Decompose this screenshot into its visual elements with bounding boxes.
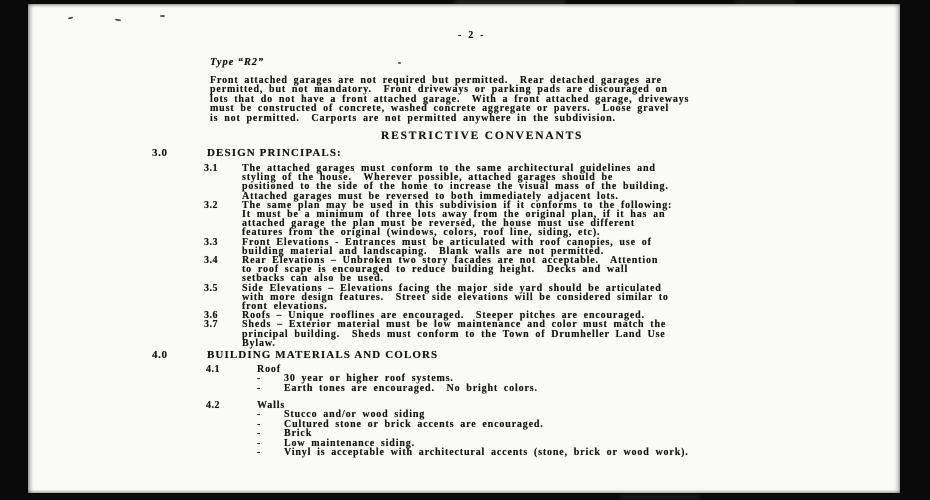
section-3-items (204, 164, 672, 348)
bullet-text: Earth tones are encouraged. No bright colors. (284, 382, 538, 394)
item-line: Attached garages must be reversed to both immediately adjacent lots. (242, 190, 619, 202)
item-line: styling of the house. Wherever possible, attached garages should be (242, 172, 614, 184)
subsection-number: 4.1 (206, 364, 220, 375)
bullet-text: Cultured stone or brick accents are encouraged. (284, 418, 544, 430)
item-line: Bylaw. (242, 337, 276, 349)
item-line: to roof scape is encouraged to reduce building height. Decks and wall (242, 264, 629, 276)
item-line: front elevations. (242, 301, 328, 313)
intro-line: is not permitted. Carports are not permitted anywhere in the subdivision. (210, 112, 616, 124)
document-page (28, 4, 900, 493)
subsection-content (257, 365, 538, 393)
item-line: The same plan may be used in this subdivision if it conforms to the following: (242, 199, 673, 211)
item-line: Front Elevations - Entrances must be articulated with roof canopies, use of (242, 236, 652, 248)
scan-smudge (620, 495, 700, 500)
subsection-content (257, 401, 689, 457)
bullet-dash: - (257, 373, 261, 385)
item-line: The attached garages must conform to the same architectural guidelines and (242, 163, 656, 174)
intro-line: Front attached garages are not required but permitted. Rear detached garages are (210, 75, 662, 86)
item-line: Side Elevations – Elevations facing the major side yard should be articulated (242, 282, 662, 294)
item-text (242, 256, 658, 284)
item-line: positioned to the side of the home to increase the visual mass of the building. (242, 181, 669, 193)
item-number: 3.2 (204, 199, 218, 211)
item-number: 3.3 (204, 236, 218, 248)
item-line: Rear Elevations – Unbroken two story facades are not acceptable. Attention (242, 255, 659, 267)
bullet-text: Brick (284, 428, 313, 440)
covenant-item (204, 164, 672, 201)
bullet-dash: - (257, 418, 261, 430)
section-number: 3.0 (152, 147, 168, 159)
bullet-dash: - (257, 447, 261, 459)
bullet-item (257, 420, 689, 429)
item-line: Sheds – Exterior material must be low maintenance and color must match the (242, 319, 667, 331)
subsection-roof (206, 365, 538, 393)
bullet-text: Stucco and/or wood siding (284, 409, 426, 421)
item-text (242, 284, 669, 312)
bullet-dash: - (257, 428, 261, 440)
item-number: 3.4 (204, 255, 218, 267)
section-title: DESIGN PRINCIPALS: (207, 147, 342, 159)
covenant-item (204, 320, 672, 348)
item-line: attached garage the plan must be reversed, the house must use different (242, 218, 636, 230)
item-text (242, 238, 652, 256)
item-text (242, 320, 666, 348)
bullet-text: Vinyl is acceptable with architectural accents (stone, brick or wood work). (284, 447, 689, 459)
item-number: 3.1 (204, 163, 218, 174)
item-line: setbacks can also be used. (242, 273, 384, 285)
covenant-item (204, 256, 672, 284)
scan-speck (160, 15, 165, 17)
intro-line: permitted, but not mandatory. Front driveways or parking pads are discouraged on (210, 84, 668, 96)
covenant-item (204, 284, 672, 312)
bullet-text: Low maintenance siding. (284, 437, 415, 449)
item-line: building material and landscaping. Blank walls are not permitted. (242, 245, 605, 257)
covenant-item (204, 238, 672, 256)
item-number: 3.5 (204, 282, 218, 294)
item-text (242, 164, 669, 201)
item-text (242, 201, 672, 238)
page-number: - 2 - (458, 30, 486, 41)
bullet-item (257, 384, 538, 393)
bullet-dash: - (257, 409, 261, 421)
item-line: features from the original (windows, colors, roof line, siding, etc). (242, 227, 601, 239)
item-number: 3.6 (204, 310, 218, 322)
item-line: with more design features. Street side elevations will be considered similar to (242, 291, 669, 303)
section-title: BUILDING MATERIALS AND COLORS (207, 349, 439, 361)
covenants-heading: RESTRICTIVE CONVENANTS (381, 130, 584, 142)
item-line: Roofs – Unique rooflines are encouraged. Steeper pitches are encouraged. (242, 310, 645, 322)
bullet-item (257, 448, 689, 457)
bullet-text: 30 year or higher roof systems. (284, 373, 454, 385)
scan-speck (115, 19, 121, 22)
type-heading: Type “R2” (210, 57, 265, 68)
item-line: principal building. Sheds must conform to the Town of Drumheller Land Use (242, 328, 666, 340)
covenant-item (204, 201, 672, 238)
section-3-header (28, 147, 900, 160)
subsection-title: Roof (257, 364, 281, 375)
bullet-dash: - (257, 437, 261, 449)
subsection-number: 4.2 (206, 400, 220, 411)
subsection-walls (206, 401, 689, 457)
item-line: It must be a minimum of three lots away from the original plan, if it has an (242, 209, 666, 221)
section-4-header (28, 349, 900, 362)
intro-line: must be constructed of concrete, washed concrete aggregate or pavers. Loose gravel (210, 103, 670, 115)
scan-speck (68, 16, 73, 19)
bullet-dash: - (257, 382, 261, 394)
scan-speck (398, 62, 401, 64)
section-number: 4.0 (152, 349, 168, 361)
item-number: 3.7 (204, 319, 218, 331)
intro-paragraph (210, 76, 689, 123)
subsection-title: Walls (257, 400, 286, 411)
intro-line: lots that do not have a front attached garage. With a front attached garage, driveways (210, 93, 690, 105)
